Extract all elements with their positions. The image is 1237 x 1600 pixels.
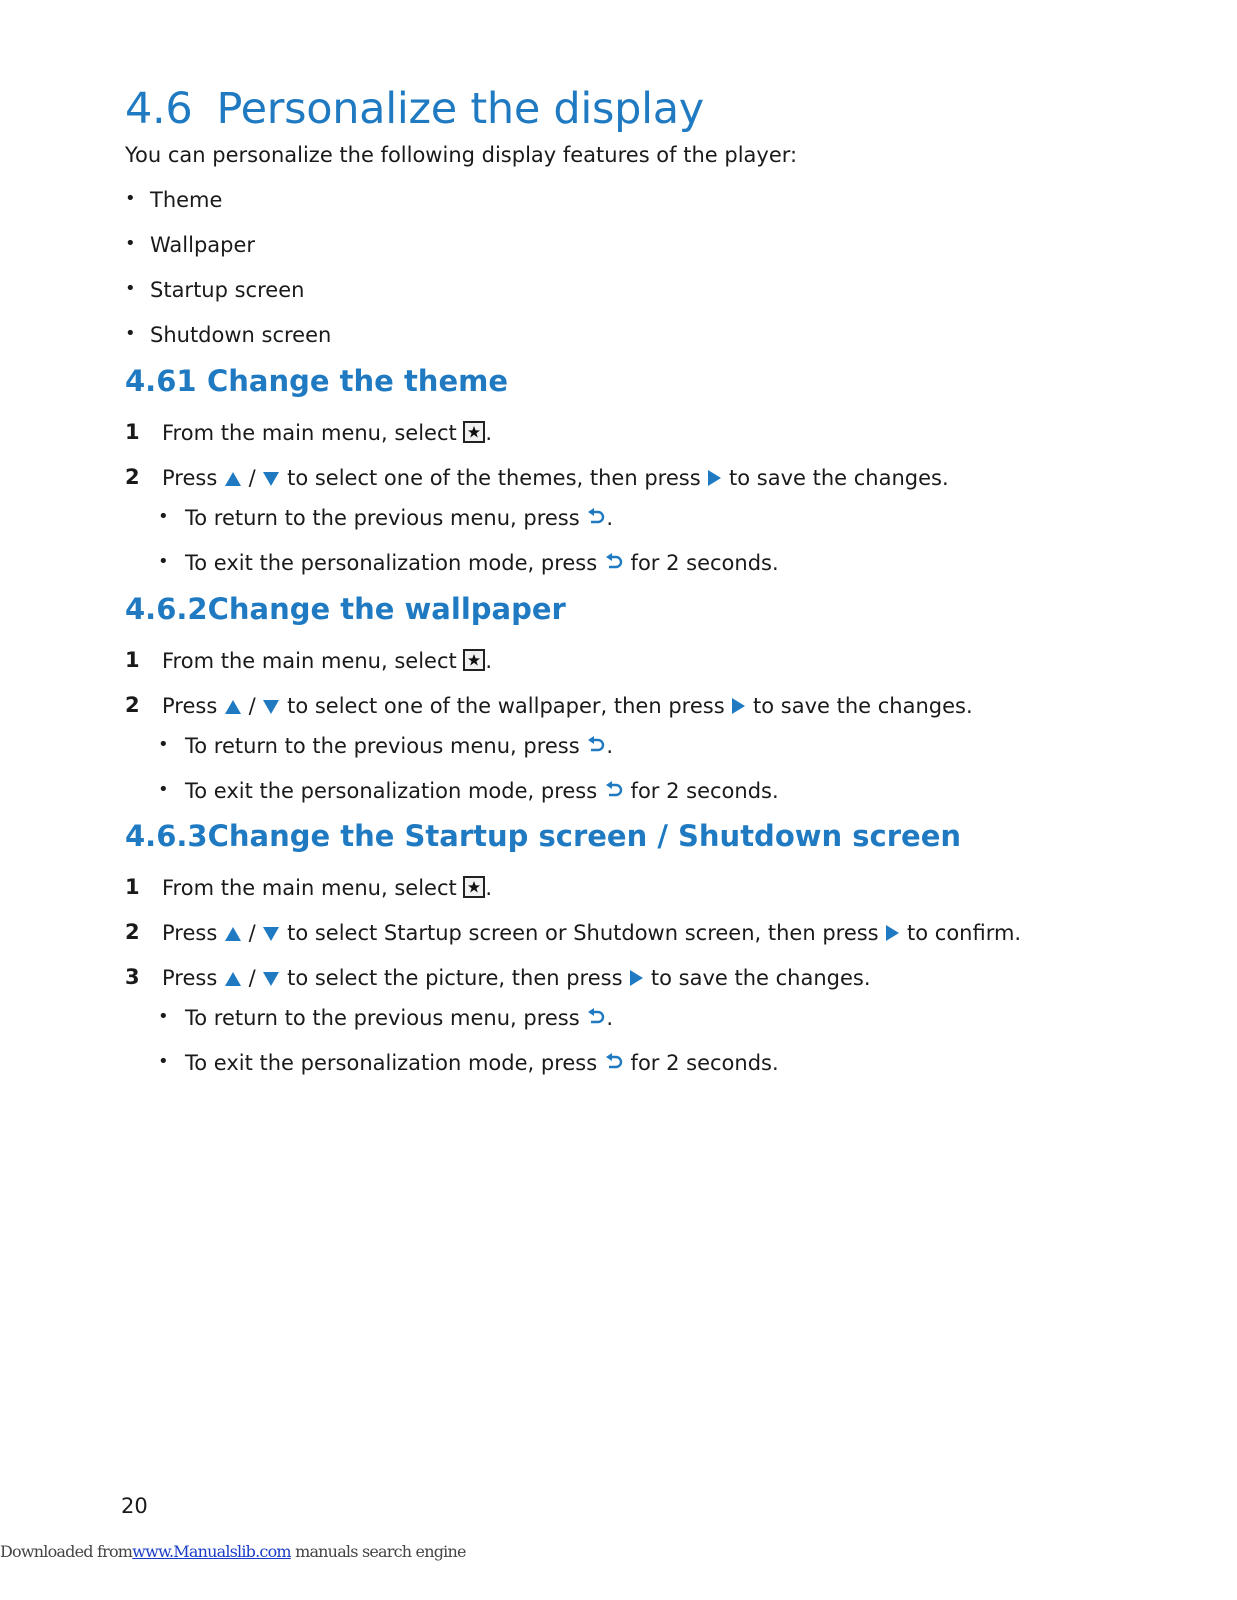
- right-arrow-icon: [707, 469, 722, 487]
- download-footer: [0, 1542, 466, 1561]
- step-text: Press / to select the picture, then press to save the changes.: [162, 966, 871, 990]
- back-icon: [604, 780, 624, 800]
- sub-bullet-text: To return to the previous menu, press .: [185, 506, 614, 530]
- feature-item: Shutdown screen: [150, 323, 332, 347]
- star-menu-icon: [463, 649, 485, 671]
- back-icon: [604, 552, 624, 572]
- feature-item: Wallpaper: [150, 233, 256, 257]
- feature-item: Theme: [150, 188, 223, 212]
- section-number: 4.6.2: [125, 592, 208, 626]
- page-number: 20: [121, 1494, 148, 1518]
- down-arrow-icon: [262, 471, 280, 487]
- title-number: 4.6: [125, 84, 193, 134]
- down-arrow-icon: [262, 926, 280, 942]
- section-heading-startup: [125, 819, 961, 853]
- sub-bullet-text: To exit the personalization mode, press for 2 seconds.: [185, 779, 779, 803]
- right-arrow-icon: [629, 969, 644, 987]
- step-text: From the main menu, select .: [162, 421, 493, 445]
- step-text: Press / to select one of the wallpaper, then press to save the changes.: [162, 694, 973, 718]
- step-number: 2: [125, 465, 140, 489]
- bullet: •: [125, 188, 136, 209]
- footer-suffix: manuals search engine: [290, 1542, 466, 1561]
- step-number: 1: [125, 875, 140, 899]
- bullet: •: [125, 278, 136, 299]
- sub-bullet-text: To exit the personalization mode, press for 2 seconds.: [185, 1051, 779, 1075]
- sub-bullet-text: To return to the previous menu, press .: [185, 734, 614, 758]
- bullet: •: [158, 1006, 169, 1027]
- intro-text: You can personalize the following display features of the player:: [125, 143, 798, 167]
- bullet: •: [125, 323, 136, 344]
- step-number: 2: [125, 693, 140, 717]
- back-icon: [586, 507, 606, 527]
- step-number: 1: [125, 420, 140, 444]
- step-text: Press / to select Startup screen or Shutdown screen, then press to confirm.: [162, 921, 1022, 945]
- sub-bullet-text: To exit the personalization mode, press for 2 seconds.: [185, 551, 779, 575]
- down-arrow-icon: [262, 971, 280, 987]
- manualslib-link[interactable]: www.Manualslib.com: [132, 1542, 291, 1561]
- bullet: •: [158, 551, 169, 572]
- title-text: Personalize the display: [216, 84, 704, 134]
- star-menu-icon: [463, 421, 485, 443]
- step-text: From the main menu, select .: [162, 876, 493, 900]
- bullet: •: [158, 779, 169, 800]
- section-title: Change the theme: [207, 364, 509, 398]
- bullet: •: [125, 233, 136, 254]
- feature-item: Startup screen: [150, 278, 305, 302]
- section-heading-theme: [125, 364, 508, 398]
- up-arrow-icon: [224, 471, 242, 487]
- bullet: •: [158, 1051, 169, 1072]
- step-text: Press / to select one of the themes, then press to save the changes.: [162, 466, 949, 490]
- footer-prefix: Downloaded from: [0, 1542, 133, 1561]
- star-menu-icon: [463, 876, 485, 898]
- up-arrow-icon: [224, 971, 242, 987]
- section-title: Change the Startup screen / Shutdown screen: [207, 819, 962, 853]
- sub-bullet-text: To return to the previous menu, press .: [185, 1006, 614, 1030]
- step-number: 2: [125, 920, 140, 944]
- back-icon: [586, 735, 606, 755]
- step-text: From the main menu, select .: [162, 649, 493, 673]
- up-arrow-icon: [224, 926, 242, 942]
- bullet: •: [158, 734, 169, 755]
- section-number: 4.61: [125, 364, 197, 398]
- step-number: 1: [125, 648, 140, 672]
- section-number: 4.6.3: [125, 819, 208, 853]
- page-title: [125, 84, 704, 134]
- back-icon: [586, 1007, 606, 1027]
- right-arrow-icon: [885, 924, 900, 942]
- bullet: •: [158, 506, 169, 527]
- down-arrow-icon: [262, 699, 280, 715]
- step-number: 3: [125, 965, 140, 989]
- section-heading-wallpaper: [125, 592, 566, 626]
- back-icon: [604, 1052, 624, 1072]
- right-arrow-icon: [731, 697, 746, 715]
- section-title: Change the wallpaper: [207, 592, 566, 626]
- up-arrow-icon: [224, 699, 242, 715]
